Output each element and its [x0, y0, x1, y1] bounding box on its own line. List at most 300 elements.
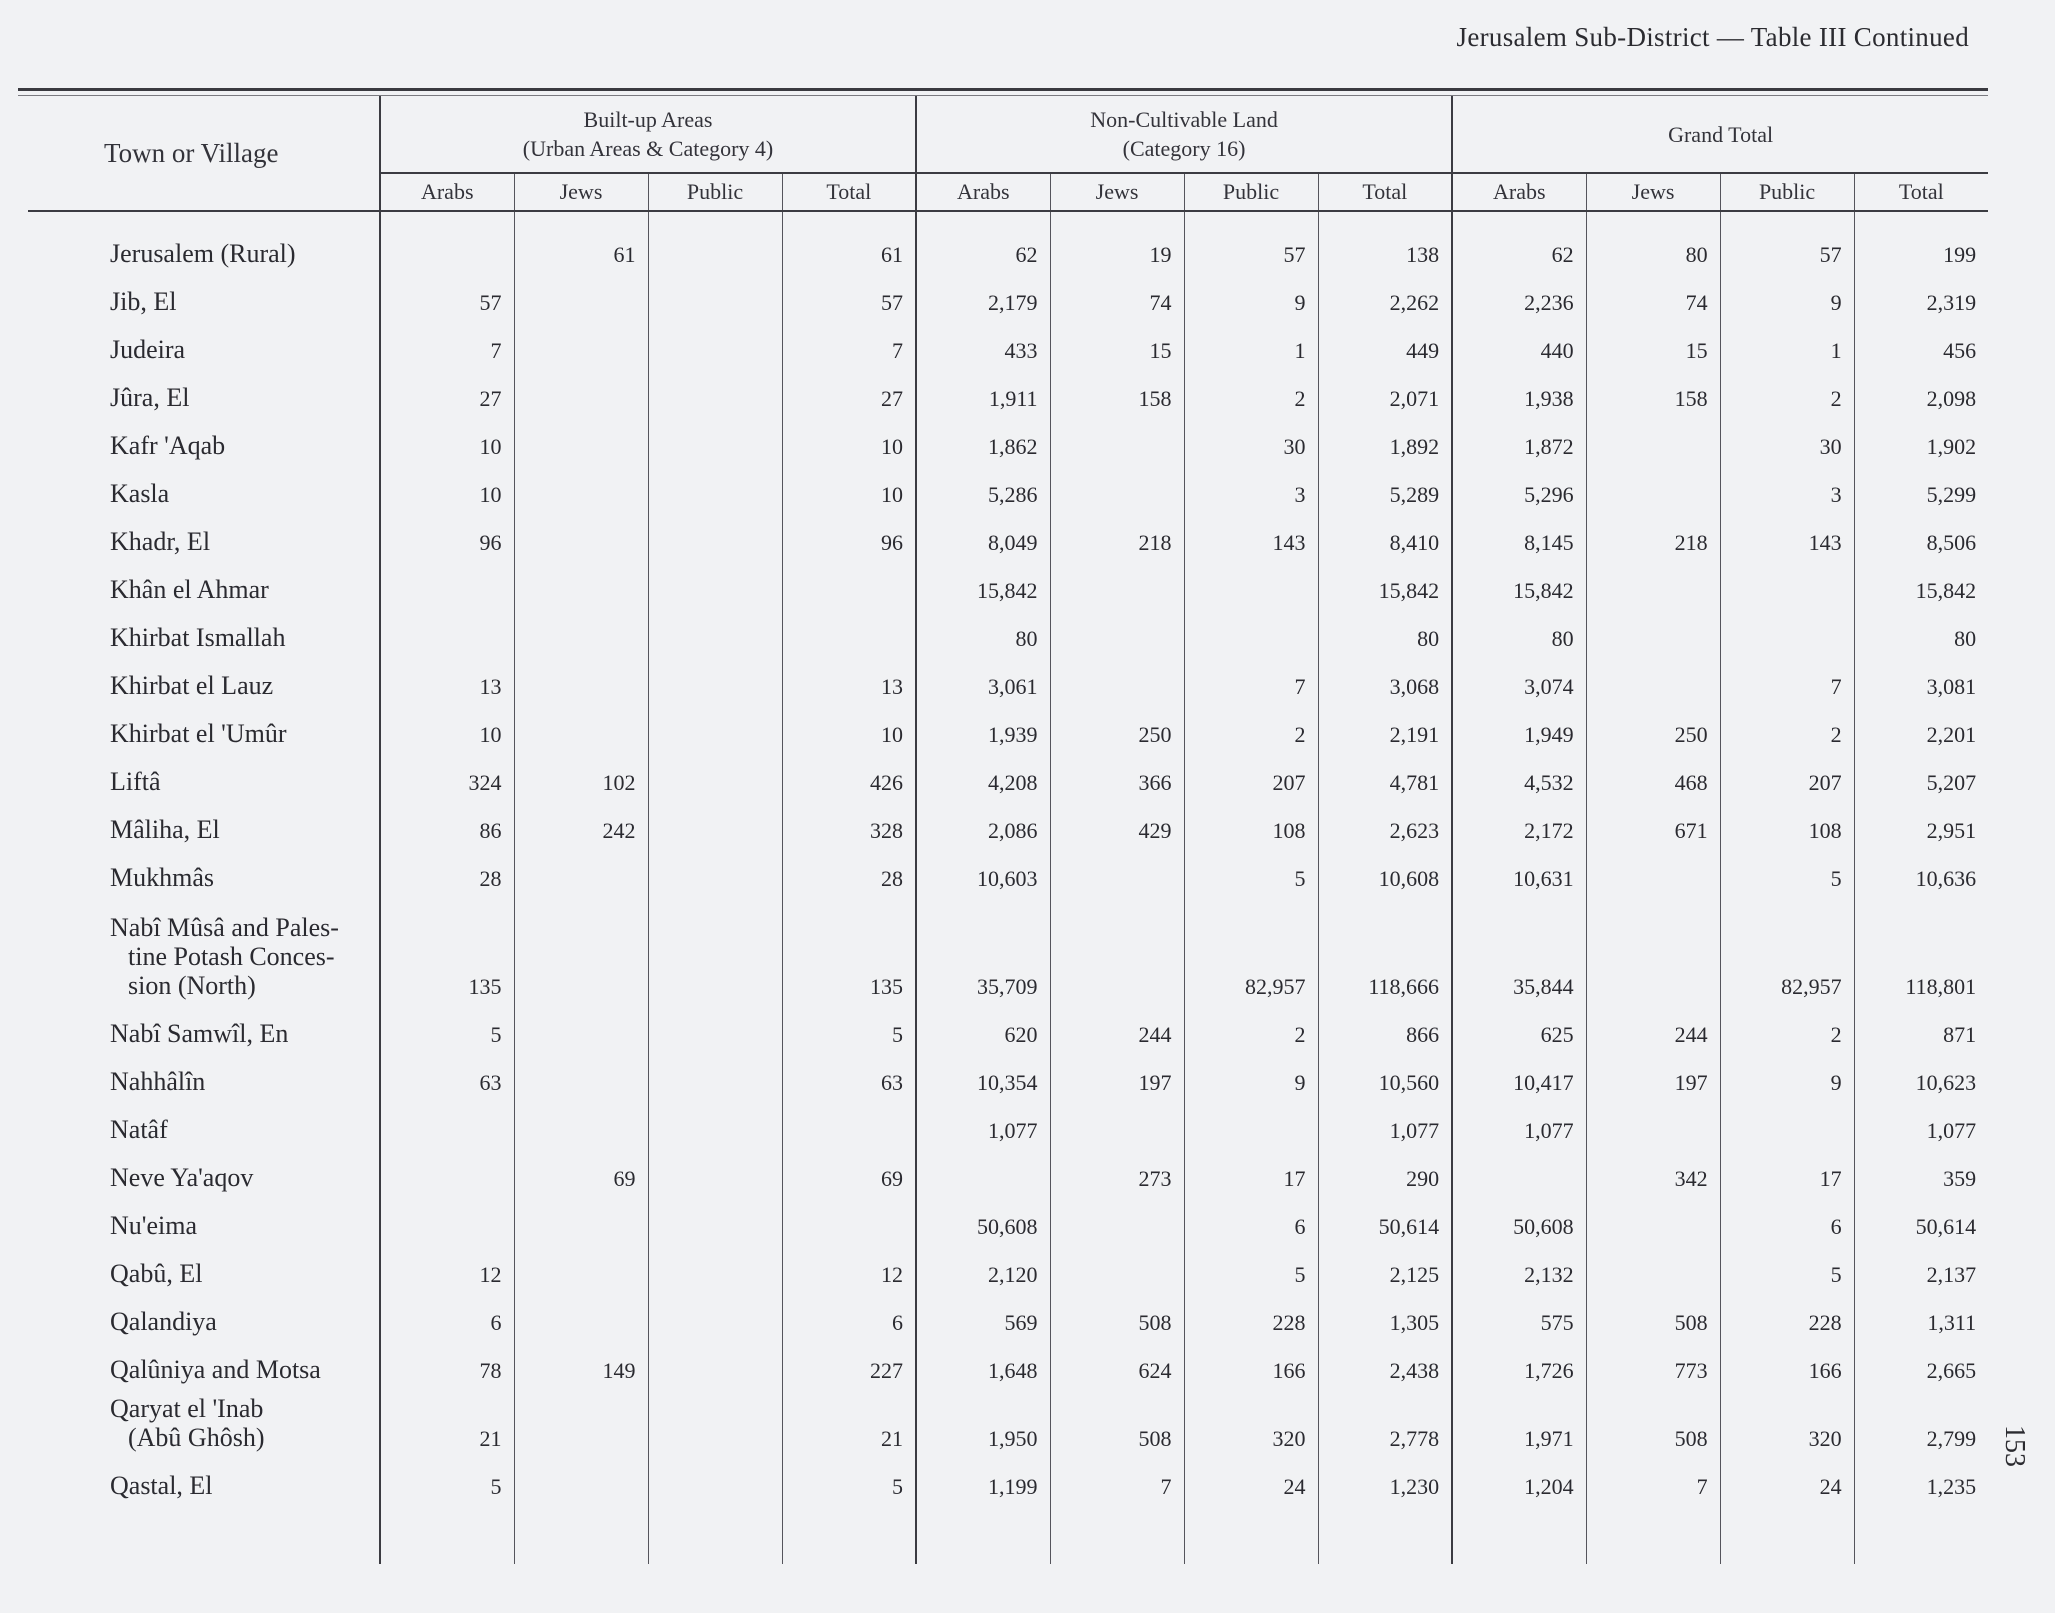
grand-total-arabs-cell: 50,608	[1452, 1200, 1586, 1248]
built-up-total-cell	[782, 612, 916, 660]
non-cultivable-arabs-cell: 62	[916, 228, 1050, 276]
non-cultivable-total-cell: 10,608	[1318, 852, 1452, 900]
table-row	[28, 852, 1988, 900]
non-cultivable-total-cell: 4,781	[1318, 756, 1452, 804]
built-up-public-cell	[648, 1104, 782, 1152]
town-name-cell	[28, 564, 380, 612]
header-spacer-row	[28, 211, 1988, 228]
built-up-public-cell	[648, 756, 782, 804]
grand-total-total-cell: 50,614	[1854, 1200, 1988, 1248]
grand-total-jews-cell	[1586, 1248, 1720, 1296]
grand-total-total-cell: 3,081	[1854, 660, 1988, 708]
town-name-cell	[28, 1392, 380, 1460]
town-name-cell	[28, 612, 380, 660]
grand-total-total-cell: 1,235	[1854, 1460, 1988, 1508]
non-cultivable-public-cell: 2	[1184, 372, 1318, 420]
grand-total-arabs-cell: 4,532	[1452, 756, 1586, 804]
town-name-cell	[28, 420, 380, 468]
built-up-arabs-cell	[380, 564, 514, 612]
grand-total-arabs-cell: 575	[1452, 1296, 1586, 1344]
grand-total-public-cell: 30	[1720, 420, 1854, 468]
town-name-line: Nu'eima	[110, 1211, 197, 1240]
non-cultivable-public-cell	[1184, 1104, 1318, 1152]
built-up-jews-cell: 69	[514, 1152, 648, 1200]
built-up-arabs-cell: 78	[380, 1344, 514, 1392]
table-tail-row	[28, 1508, 1988, 1564]
non-cultivable-jews-cell: 244	[1050, 1008, 1184, 1056]
built-up-public-cell	[648, 660, 782, 708]
town-name-cell	[28, 324, 380, 372]
non-cultivable-public-cell: 2	[1184, 708, 1318, 756]
grand-total-arabs-cell: 80	[1452, 612, 1586, 660]
sub-header-jews: Jews	[1586, 173, 1720, 211]
non-cultivable-arabs-cell: 1,077	[916, 1104, 1050, 1152]
non-cultivable-total-cell: 449	[1318, 324, 1452, 372]
grand-total-jews-cell: 773	[1586, 1344, 1720, 1392]
grand-total-jews-cell: 250	[1586, 708, 1720, 756]
grand-total-arabs-cell: 10,631	[1452, 852, 1586, 900]
town-column-header: Town or Village	[28, 96, 380, 211]
built-up-public-cell	[648, 468, 782, 516]
built-up-jews-cell	[514, 516, 648, 564]
grand-total-public-cell: 9	[1720, 276, 1854, 324]
table-row	[28, 1248, 1988, 1296]
built-up-total-cell: 6	[782, 1296, 916, 1344]
built-up-jews-cell: 102	[514, 756, 648, 804]
grand-total-total-cell: 871	[1854, 1008, 1988, 1056]
built-up-jews-cell	[514, 900, 648, 1008]
grand-total-public-cell: 143	[1720, 516, 1854, 564]
grand-total-total-cell: 2,951	[1854, 804, 1988, 852]
non-cultivable-public-cell: 9	[1184, 1056, 1318, 1104]
grand-total-total-cell: 8,506	[1854, 516, 1988, 564]
grand-total-jews-cell	[1586, 660, 1720, 708]
non-cultivable-jews-cell	[1050, 612, 1184, 660]
town-name-line: Khân el Ahmar	[110, 575, 269, 604]
non-cultivable-public-cell: 2	[1184, 1008, 1318, 1056]
grand-total-arabs-cell: 8,145	[1452, 516, 1586, 564]
built-up-arabs-cell: 10	[380, 420, 514, 468]
built-up-total-cell: 10	[782, 468, 916, 516]
non-cultivable-total-cell: 2,125	[1318, 1248, 1452, 1296]
grand-total-arabs-cell: 1,204	[1452, 1460, 1586, 1508]
table-row	[28, 708, 1988, 756]
grand-total-public-cell: 1	[1720, 324, 1854, 372]
non-cultivable-public-cell: 166	[1184, 1344, 1318, 1392]
non-cultivable-arabs-cell: 1,950	[916, 1392, 1050, 1460]
top-rule	[18, 88, 1988, 91]
built-up-arabs-cell	[380, 612, 514, 660]
non-cultivable-public-cell: 5	[1184, 852, 1318, 900]
table-body	[28, 211, 1988, 1564]
built-up-jews-cell	[514, 1008, 648, 1056]
non-cultivable-arabs-cell: 2,086	[916, 804, 1050, 852]
town-name-line: Jûra, El	[110, 383, 190, 412]
town-name-cell	[28, 228, 380, 276]
non-cultivable-total-cell: 8,410	[1318, 516, 1452, 564]
non-cultivable-jews-cell	[1050, 420, 1184, 468]
non-cultivable-arabs-cell: 50,608	[916, 1200, 1050, 1248]
built-up-arabs-cell: 86	[380, 804, 514, 852]
built-up-arabs-cell: 135	[380, 900, 514, 1008]
sub-header-total: Total	[782, 173, 916, 211]
built-up-arabs-cell: 63	[380, 1056, 514, 1104]
table-row	[28, 468, 1988, 516]
built-up-public-cell	[648, 708, 782, 756]
grand-total-jews-cell: 244	[1586, 1008, 1720, 1056]
grand-total-public-cell: 5	[1720, 1248, 1854, 1296]
grand-total-total-cell: 10,636	[1854, 852, 1988, 900]
built-up-total-cell: 12	[782, 1248, 916, 1296]
town-name-line: Khirbat el Lauz	[110, 671, 274, 700]
town-name-cell	[28, 516, 380, 564]
built-up-jews-cell: 242	[514, 804, 648, 852]
built-up-jews-cell	[514, 1200, 648, 1248]
built-up-jews-cell	[514, 1460, 648, 1508]
non-cultivable-jews-cell	[1050, 852, 1184, 900]
group-header-line1: Non-Cultivable Land	[1090, 107, 1278, 132]
built-up-public-cell	[648, 276, 782, 324]
town-name-line: Nahhâlîn	[110, 1067, 206, 1096]
grand-total-jews-cell	[1586, 564, 1720, 612]
sub-header-jews: Jews	[514, 173, 648, 211]
non-cultivable-total-cell: 10,560	[1318, 1056, 1452, 1104]
sub-header-public: Public	[1720, 173, 1854, 211]
built-up-jews-cell	[514, 1296, 648, 1344]
non-cultivable-total-cell: 1,077	[1318, 1104, 1452, 1152]
built-up-public-cell	[648, 900, 782, 1008]
non-cultivable-arabs-cell: 620	[916, 1008, 1050, 1056]
land-table	[28, 96, 1988, 1564]
grand-total-public-cell	[1720, 564, 1854, 612]
sub-header-jews: Jews	[1050, 173, 1184, 211]
built-up-total-cell: 27	[782, 372, 916, 420]
grand-total-arabs-cell: 1,971	[1452, 1392, 1586, 1460]
built-up-public-cell	[648, 1248, 782, 1296]
built-up-jews-cell	[514, 564, 648, 612]
non-cultivable-jews-cell: 15	[1050, 324, 1184, 372]
non-cultivable-jews-cell: 250	[1050, 708, 1184, 756]
built-up-jews-cell	[514, 660, 648, 708]
built-up-arabs-cell: 57	[380, 276, 514, 324]
town-name-line: Jerusalem (Rural)	[110, 239, 296, 268]
non-cultivable-jews-cell: 366	[1050, 756, 1184, 804]
table-row	[28, 756, 1988, 804]
built-up-public-cell	[648, 516, 782, 564]
grand-total-public-cell: 3	[1720, 468, 1854, 516]
non-cultivable-jews-cell	[1050, 468, 1184, 516]
grand-total-jews-cell: 197	[1586, 1056, 1720, 1104]
grand-total-arabs-cell: 440	[1452, 324, 1586, 372]
town-name-line: Khirbat el 'Umûr	[110, 719, 287, 748]
grand-total-jews-cell: 158	[1586, 372, 1720, 420]
non-cultivable-arabs-cell: 1,648	[916, 1344, 1050, 1392]
group-header-grand-total	[1452, 96, 1988, 173]
town-name-line: Mukhmâs	[110, 863, 214, 892]
built-up-arabs-cell: 10	[380, 708, 514, 756]
non-cultivable-total-cell: 2,262	[1318, 276, 1452, 324]
built-up-jews-cell	[514, 420, 648, 468]
built-up-total-cell: 69	[782, 1152, 916, 1200]
town-name-cell	[28, 1296, 380, 1344]
town-name-cell	[28, 1344, 380, 1392]
grand-total-jews-cell: 7	[1586, 1460, 1720, 1508]
non-cultivable-public-cell: 320	[1184, 1392, 1318, 1460]
non-cultivable-jews-cell	[1050, 564, 1184, 612]
grand-total-total-cell: 2,137	[1854, 1248, 1988, 1296]
built-up-jews-cell	[514, 612, 648, 660]
grand-total-jews-cell: 15	[1586, 324, 1720, 372]
grand-total-public-cell: 320	[1720, 1392, 1854, 1460]
grand-total-public-cell: 228	[1720, 1296, 1854, 1344]
non-cultivable-arabs-cell: 5,286	[916, 468, 1050, 516]
page-number: 153	[1999, 1425, 2030, 1467]
built-up-total-cell: 21	[782, 1392, 916, 1460]
grand-total-arabs-cell: 62	[1452, 228, 1586, 276]
non-cultivable-public-cell: 207	[1184, 756, 1318, 804]
grand-total-jews-cell	[1586, 1200, 1720, 1248]
built-up-jews-cell	[514, 372, 648, 420]
non-cultivable-arabs-cell: 2,179	[916, 276, 1050, 324]
non-cultivable-arabs-cell: 80	[916, 612, 1050, 660]
town-name-cell	[28, 1200, 380, 1248]
non-cultivable-jews-cell: 197	[1050, 1056, 1184, 1104]
built-up-public-cell	[648, 804, 782, 852]
non-cultivable-arabs-cell: 8,049	[916, 516, 1050, 564]
town-name-cell	[28, 1460, 380, 1508]
table-row	[28, 228, 1988, 276]
town-name-cell	[28, 1104, 380, 1152]
group-header-line2: (Urban Areas & Category 4)	[522, 136, 774, 161]
built-up-public-cell	[648, 852, 782, 900]
non-cultivable-jews-cell	[1050, 900, 1184, 1008]
non-cultivable-arabs-cell: 1,911	[916, 372, 1050, 420]
table-row	[28, 372, 1988, 420]
non-cultivable-arabs-cell	[916, 1152, 1050, 1200]
built-up-public-cell	[648, 1296, 782, 1344]
land-table-wrapper	[28, 96, 1988, 1564]
grand-total-arabs-cell: 2,236	[1452, 276, 1586, 324]
sub-header-public: Public	[1184, 173, 1318, 211]
grand-total-public-cell	[1720, 612, 1854, 660]
non-cultivable-total-cell: 290	[1318, 1152, 1452, 1200]
built-up-total-cell: 57	[782, 276, 916, 324]
town-name-cell	[28, 1008, 380, 1056]
grand-total-jews-cell	[1586, 900, 1720, 1008]
built-up-public-cell	[648, 324, 782, 372]
non-cultivable-public-cell: 143	[1184, 516, 1318, 564]
grand-total-public-cell: 108	[1720, 804, 1854, 852]
grand-total-total-cell: 2,665	[1854, 1344, 1988, 1392]
non-cultivable-total-cell: 80	[1318, 612, 1452, 660]
built-up-jews-cell	[514, 468, 648, 516]
town-name-line: Qastal, El	[110, 1471, 213, 1500]
grand-total-public-cell: 2	[1720, 1008, 1854, 1056]
town-name-cell	[28, 1056, 380, 1104]
non-cultivable-jews-cell: 74	[1050, 276, 1184, 324]
non-cultivable-arabs-cell: 569	[916, 1296, 1050, 1344]
grand-total-jews-cell: 218	[1586, 516, 1720, 564]
built-up-total-cell: 13	[782, 660, 916, 708]
town-name-cell	[28, 900, 380, 1008]
town-name-line: Kasla	[110, 479, 170, 508]
non-cultivable-arabs-cell: 10,354	[916, 1056, 1050, 1104]
non-cultivable-public-cell: 57	[1184, 228, 1318, 276]
built-up-arabs-cell	[380, 228, 514, 276]
grand-total-jews-cell: 342	[1586, 1152, 1720, 1200]
grand-total-jews-cell: 74	[1586, 276, 1720, 324]
built-up-total-cell: 96	[782, 516, 916, 564]
non-cultivable-public-cell: 82,957	[1184, 900, 1318, 1008]
non-cultivable-public-cell	[1184, 564, 1318, 612]
built-up-total-cell: 10	[782, 708, 916, 756]
built-up-public-cell	[648, 1152, 782, 1200]
town-name-line: Khirbat Ismallah	[110, 623, 286, 652]
grand-total-jews-cell: 508	[1586, 1392, 1720, 1460]
built-up-arabs-cell: 5	[380, 1008, 514, 1056]
non-cultivable-total-cell: 138	[1318, 228, 1452, 276]
non-cultivable-arabs-cell: 1,939	[916, 708, 1050, 756]
built-up-jews-cell	[514, 324, 648, 372]
built-up-total-cell	[782, 1104, 916, 1152]
built-up-jews-cell	[514, 708, 648, 756]
non-cultivable-public-cell: 17	[1184, 1152, 1318, 1200]
non-cultivable-total-cell: 1,230	[1318, 1460, 1452, 1508]
town-name-line: Natâf	[110, 1115, 168, 1144]
non-cultivable-jews-cell: 624	[1050, 1344, 1184, 1392]
grand-total-total-cell: 2,319	[1854, 276, 1988, 324]
non-cultivable-public-cell: 228	[1184, 1296, 1318, 1344]
built-up-arabs-cell: 28	[380, 852, 514, 900]
non-cultivable-arabs-cell: 433	[916, 324, 1050, 372]
town-name-line: Nabî Samwîl, En	[110, 1019, 289, 1048]
grand-total-arabs-cell: 15,842	[1452, 564, 1586, 612]
non-cultivable-public-cell: 108	[1184, 804, 1318, 852]
non-cultivable-jews-cell: 218	[1050, 516, 1184, 564]
town-name-line: Khadr, El	[110, 527, 211, 556]
built-up-total-cell: 328	[782, 804, 916, 852]
non-cultivable-total-cell: 3,068	[1318, 660, 1452, 708]
table-row	[28, 564, 1988, 612]
grand-total-total-cell: 80	[1854, 612, 1988, 660]
non-cultivable-total-cell: 5,289	[1318, 468, 1452, 516]
built-up-arabs-cell	[380, 1152, 514, 1200]
built-up-total-cell: 135	[782, 900, 916, 1008]
group-header-line2: (Category 16)	[1122, 136, 1246, 161]
built-up-total-cell: 10	[782, 420, 916, 468]
non-cultivable-arabs-cell: 1,199	[916, 1460, 1050, 1508]
built-up-arabs-cell: 96	[380, 516, 514, 564]
grand-total-arabs-cell: 2,132	[1452, 1248, 1586, 1296]
built-up-total-cell	[782, 1200, 916, 1248]
sub-header-arabs: Arabs	[380, 173, 514, 211]
grand-total-total-cell: 456	[1854, 324, 1988, 372]
built-up-public-cell	[648, 1344, 782, 1392]
grand-total-jews-cell	[1586, 420, 1720, 468]
non-cultivable-public-cell: 5	[1184, 1248, 1318, 1296]
town-name-line: Kafr 'Aqab	[110, 431, 226, 460]
built-up-total-cell: 426	[782, 756, 916, 804]
grand-total-public-cell: 9	[1720, 1056, 1854, 1104]
table-row	[28, 276, 1988, 324]
built-up-jews-cell: 61	[514, 228, 648, 276]
grand-total-public-cell: 207	[1720, 756, 1854, 804]
built-up-arabs-cell: 324	[380, 756, 514, 804]
sub-header-arabs: Arabs	[1452, 173, 1586, 211]
sub-header-arabs: Arabs	[916, 173, 1050, 211]
non-cultivable-total-cell: 2,438	[1318, 1344, 1452, 1392]
grand-total-arabs-cell: 2,172	[1452, 804, 1586, 852]
grand-total-public-cell: 17	[1720, 1152, 1854, 1200]
grand-total-public-cell: 5	[1720, 852, 1854, 900]
built-up-arabs-cell	[380, 1200, 514, 1248]
non-cultivable-total-cell: 2,071	[1318, 372, 1452, 420]
grand-total-jews-cell	[1586, 468, 1720, 516]
non-cultivable-total-cell: 2,623	[1318, 804, 1452, 852]
non-cultivable-jews-cell	[1050, 1200, 1184, 1248]
town-name-cell	[28, 468, 380, 516]
town-name-line: Qabû, El	[110, 1259, 203, 1288]
town-name-cell	[28, 852, 380, 900]
sub-header-total: Total	[1854, 173, 1988, 211]
running-head: Jerusalem Sub-District — Table III Continued	[1456, 22, 1969, 52]
town-name-line: Judeira	[110, 335, 186, 364]
grand-total-total-cell: 2,201	[1854, 708, 1988, 756]
built-up-jews-cell	[514, 276, 648, 324]
town-name-cell	[28, 1152, 380, 1200]
non-cultivable-total-cell: 118,666	[1318, 900, 1452, 1008]
grand-total-jews-cell	[1586, 1104, 1720, 1152]
non-cultivable-public-cell: 1	[1184, 324, 1318, 372]
built-up-public-cell	[648, 564, 782, 612]
built-up-jews-cell	[514, 1248, 648, 1296]
grand-total-arabs-cell	[1452, 1152, 1586, 1200]
table-row	[28, 900, 1988, 1008]
town-name-line: Neve Ya'aqov	[110, 1163, 254, 1192]
non-cultivable-arabs-cell: 35,709	[916, 900, 1050, 1008]
non-cultivable-total-cell: 2,778	[1318, 1392, 1452, 1460]
grand-total-total-cell: 118,801	[1854, 900, 1988, 1008]
built-up-public-cell	[648, 1200, 782, 1248]
non-cultivable-arabs-cell: 4,208	[916, 756, 1050, 804]
town-name-line: Mâliha, El	[110, 815, 220, 844]
grand-total-public-cell: 57	[1720, 228, 1854, 276]
town-name-line: Nabî Mûsâ and Pales-	[110, 913, 339, 942]
table-row	[28, 1008, 1988, 1056]
table-row	[28, 516, 1988, 564]
group-header-built-up	[380, 96, 916, 173]
grand-total-arabs-cell: 1,726	[1452, 1344, 1586, 1392]
grand-total-total-cell: 5,207	[1854, 756, 1988, 804]
table-row	[28, 1392, 1988, 1460]
non-cultivable-total-cell: 50,614	[1318, 1200, 1452, 1248]
table-row	[28, 804, 1988, 852]
grand-total-jews-cell: 508	[1586, 1296, 1720, 1344]
grand-total-total-cell: 15,842	[1854, 564, 1988, 612]
grand-total-arabs-cell: 35,844	[1452, 900, 1586, 1008]
built-up-public-cell	[648, 372, 782, 420]
non-cultivable-total-cell: 15,842	[1318, 564, 1452, 612]
built-up-arabs-cell	[380, 1104, 514, 1152]
built-up-public-cell	[648, 1392, 782, 1460]
built-up-arabs-cell: 10	[380, 468, 514, 516]
built-up-arabs-cell: 27	[380, 372, 514, 420]
sub-header-public: Public	[648, 173, 782, 211]
grand-total-arabs-cell: 625	[1452, 1008, 1586, 1056]
grand-total-arabs-cell: 1,949	[1452, 708, 1586, 756]
grand-total-public-cell: 166	[1720, 1344, 1854, 1392]
grand-total-public-cell: 2	[1720, 708, 1854, 756]
